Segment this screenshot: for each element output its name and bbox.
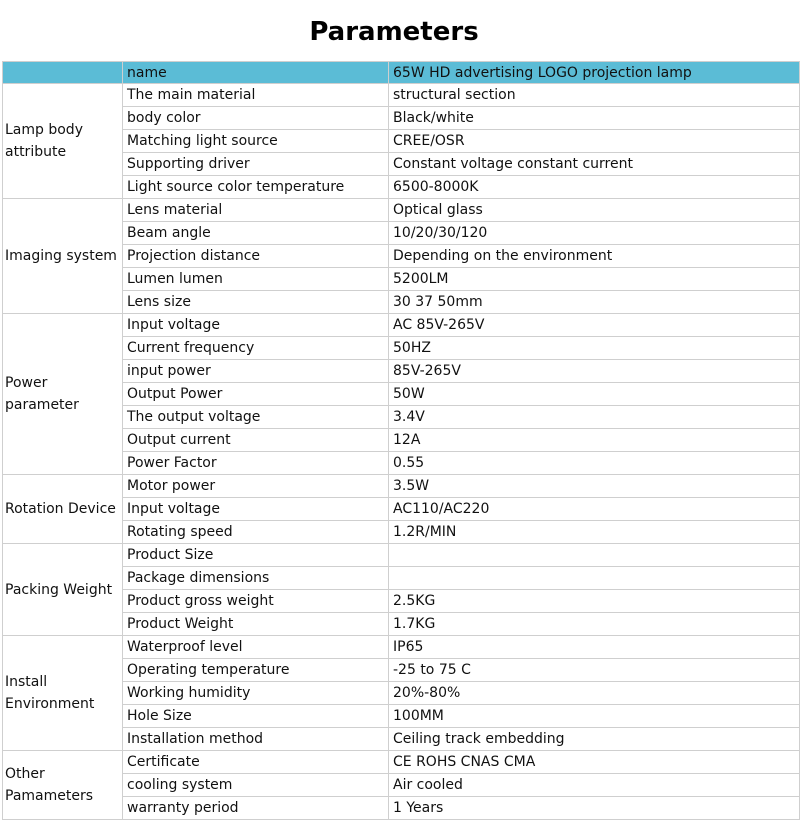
param-value-cell: 3.5W xyxy=(389,475,800,498)
param-value-cell: 2.5KG xyxy=(389,590,800,613)
param-name-cell: input power xyxy=(123,360,389,383)
table-row xyxy=(3,728,800,751)
table-row xyxy=(3,429,800,452)
param-value-cell: 100MM xyxy=(389,705,800,728)
table-row xyxy=(3,544,800,567)
param-name-cell: Beam angle xyxy=(123,222,389,245)
table-row xyxy=(3,153,800,176)
param-value-cell xyxy=(389,544,800,567)
param-value-cell: 10/20/30/120 xyxy=(389,222,800,245)
param-value-cell: 85V-265V xyxy=(389,360,800,383)
table-row xyxy=(3,406,800,429)
param-name-cell: Hole Size xyxy=(123,705,389,728)
table-row xyxy=(3,360,800,383)
param-value-cell: CE ROHS CNAS CMA xyxy=(389,751,800,774)
param-name-cell: Product Size xyxy=(123,544,389,567)
param-name-cell: Projection distance xyxy=(123,245,389,268)
param-value-cell: 30 37 50mm xyxy=(389,291,800,314)
param-value-cell: Ceiling track embedding xyxy=(389,728,800,751)
table-row xyxy=(3,567,800,590)
table-row xyxy=(3,291,800,314)
param-name-cell: warranty period xyxy=(123,797,389,820)
param-value-cell: AC 85V-265V xyxy=(389,314,800,337)
table-row xyxy=(3,84,800,107)
param-value-cell: 5200LM xyxy=(389,268,800,291)
param-value-cell: Constant voltage constant current xyxy=(389,153,800,176)
param-name-cell: Operating temperature xyxy=(123,659,389,682)
group-label: Imaging system xyxy=(3,199,123,314)
group-label: Other Pamameters xyxy=(3,751,123,820)
table-row xyxy=(3,521,800,544)
param-name-cell: body color xyxy=(123,107,389,130)
param-name-cell: The main material xyxy=(123,84,389,107)
param-value-cell: 0.55 xyxy=(389,452,800,475)
param-value-cell: 1 Years xyxy=(389,797,800,820)
group-label: Power parameter xyxy=(3,314,123,475)
param-value-cell: 12A xyxy=(389,429,800,452)
table-row xyxy=(3,337,800,360)
param-value-cell: Black/white xyxy=(389,107,800,130)
param-value-cell: CREE/OSR xyxy=(389,130,800,153)
param-name-cell: cooling system xyxy=(123,774,389,797)
table-row xyxy=(3,682,800,705)
param-name-cell: Current frequency xyxy=(123,337,389,360)
header-empty-cell xyxy=(3,62,123,84)
param-name-cell: Output Power xyxy=(123,383,389,406)
param-name-cell: Supporting driver xyxy=(123,153,389,176)
table-row xyxy=(3,245,800,268)
param-value-cell: structural section xyxy=(389,84,800,107)
param-name-cell: Lens material xyxy=(123,199,389,222)
param-name-cell: Lens size xyxy=(123,291,389,314)
table-row xyxy=(3,751,800,774)
param-name-cell: Matching light source xyxy=(123,130,389,153)
group-label: Packing Weight xyxy=(3,544,123,636)
param-name-cell: Lumen lumen xyxy=(123,268,389,291)
table-row xyxy=(3,659,800,682)
param-name-cell: The output voltage xyxy=(123,406,389,429)
table-header-row xyxy=(3,62,800,84)
param-value-cell: -25 to 75 C xyxy=(389,659,800,682)
param-name-cell: Certificate xyxy=(123,751,389,774)
table-row xyxy=(3,199,800,222)
table-row xyxy=(3,107,800,130)
spec-table xyxy=(2,61,800,820)
group-label: Rotation Device xyxy=(3,475,123,544)
param-value-cell: 1.2R/MIN xyxy=(389,521,800,544)
param-name-cell: Package dimensions xyxy=(123,567,389,590)
param-value-cell: 3.4V xyxy=(389,406,800,429)
group-label: Install Environment xyxy=(3,636,123,751)
table-row xyxy=(3,314,800,337)
param-value-cell: 6500-8000K xyxy=(389,176,800,199)
table-row xyxy=(3,130,800,153)
table-row xyxy=(3,774,800,797)
param-name-cell: Light source color temperature xyxy=(123,176,389,199)
param-value-cell: Optical glass xyxy=(389,199,800,222)
param-value-cell: 20%-80% xyxy=(389,682,800,705)
param-name-cell: Power Factor xyxy=(123,452,389,475)
table-row xyxy=(3,452,800,475)
table-row xyxy=(3,222,800,245)
table-row xyxy=(3,383,800,406)
table-row xyxy=(3,475,800,498)
table-row xyxy=(3,498,800,521)
header-name-label: name xyxy=(123,62,389,84)
param-value-cell: 50W xyxy=(389,383,800,406)
table-row xyxy=(3,613,800,636)
param-value-cell: IP65 xyxy=(389,636,800,659)
spec-table-body xyxy=(3,62,800,820)
param-value-cell: AC110/AC220 xyxy=(389,498,800,521)
header-name-value: 65W HD advertising LOGO projection lamp xyxy=(389,62,800,84)
param-value-cell: Depending on the environment xyxy=(389,245,800,268)
param-name-cell: Installation method xyxy=(123,728,389,751)
param-name-cell: Rotating speed xyxy=(123,521,389,544)
table-row xyxy=(3,590,800,613)
page-title: Parameters xyxy=(309,17,479,47)
param-name-cell: Product gross weight xyxy=(123,590,389,613)
param-value-cell: 50HZ xyxy=(389,337,800,360)
param-value-cell: 1.7KG xyxy=(389,613,800,636)
param-name-cell: Motor power xyxy=(123,475,389,498)
param-value-cell: Air cooled xyxy=(389,774,800,797)
param-name-cell: Working humidity xyxy=(123,682,389,705)
param-name-cell: Input voltage xyxy=(123,498,389,521)
param-name-cell: Output current xyxy=(123,429,389,452)
table-row xyxy=(3,268,800,291)
table-row xyxy=(3,705,800,728)
table-row xyxy=(3,176,800,199)
param-value-cell xyxy=(389,567,800,590)
param-name-cell: Waterproof level xyxy=(123,636,389,659)
param-name-cell: Product Weight xyxy=(123,613,389,636)
group-label: Lamp body attribute xyxy=(3,84,123,199)
param-name-cell: Input voltage xyxy=(123,314,389,337)
table-row xyxy=(3,636,800,659)
